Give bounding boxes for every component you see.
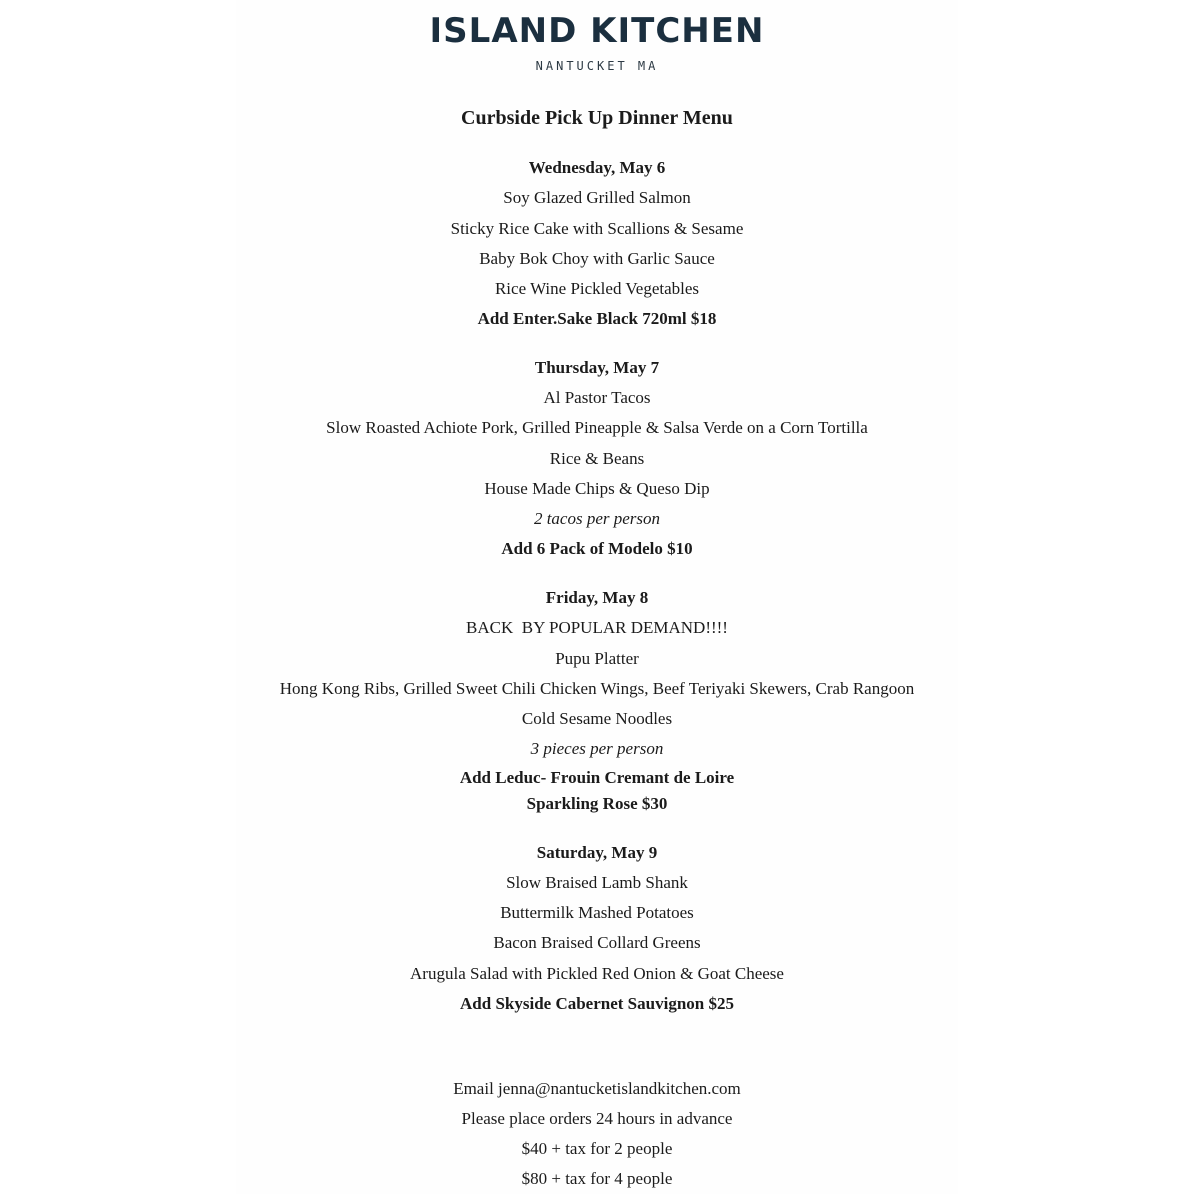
day-title-wednesday: Wednesday, May 6 (528, 158, 666, 177)
menu-item: Cold Sesame Noodles (521, 709, 673, 728)
serving-note-thursday: 2 tacos per person (533, 509, 661, 528)
menu-title: Curbside Pick Up Dinner Menu (461, 107, 733, 129)
addon-thursday: Add 6 Pack of Modelo $10 (501, 539, 693, 558)
addon-saturday: Add Skyside Cabernet Sauvignon $25 (460, 994, 734, 1013)
brand-logo: ISLAND KITCHEN (429, 11, 765, 51)
menu-item: Sticky Rice Cake with Scallions & Sesame (450, 219, 744, 238)
menu-item: BACK BY POPULAR DEMAND!!!! (466, 618, 728, 637)
menu-item: Hong Kong Ribs, Grilled Sweet Chili Chicken Wings, Beef Teriyaki Skewers, Crab Rangoon (279, 679, 915, 698)
menu-item: Slow Roasted Achiote Pork, Grilled Pineapple & Salsa Verde on a Corn Tortilla (326, 418, 868, 437)
menu-item: Soy Glazed Grilled Salmon (503, 188, 691, 207)
menu-item: Rice Wine Pickled Vegetables (494, 279, 700, 298)
menu-item: Rice & Beans (549, 449, 645, 468)
day-title-thursday: Thursday, May 7 (534, 358, 660, 377)
menu-item: Buttermilk Mashed Potatoes (500, 903, 694, 922)
addon-friday-line2: Sparkling Rose $30 (526, 794, 668, 813)
menu-item: Al Pastor Tacos (543, 388, 651, 407)
brand-location: NANTUCKET MA (535, 59, 659, 73)
addon-friday-line1: Add Leduc- Frouin Cremant de Loire (459, 768, 735, 787)
menu-item: Bacon Braised Collard Greens (493, 933, 701, 952)
menu-item: Arugula Salad with Pickled Red Onion & Goat Cheese (410, 964, 784, 983)
order-advance-note: Please place orders 24 hours in advance (461, 1109, 733, 1128)
menu-item: Slow Braised Lamb Shank (506, 873, 688, 892)
menu-item: House Made Chips & Queso Dip (484, 479, 710, 498)
menu-item: Baby Bok Choy with Garlic Sauce (479, 249, 715, 268)
addon-wednesday: Add Enter.Sake Black 720ml $18 (477, 309, 717, 328)
serving-note-friday: 3 pieces per person (530, 739, 664, 758)
day-title-saturday: Saturday, May 9 (536, 843, 658, 862)
order-email: Email jenna@nantucketislandkitchen.com (453, 1079, 741, 1098)
price-two-people: $40 + tax for 2 people (521, 1139, 673, 1158)
day-title-friday: Friday, May 8 (545, 588, 649, 607)
menu-item: Pupu Platter (555, 649, 639, 668)
price-four-people: $80 + tax for 4 people (521, 1169, 673, 1188)
